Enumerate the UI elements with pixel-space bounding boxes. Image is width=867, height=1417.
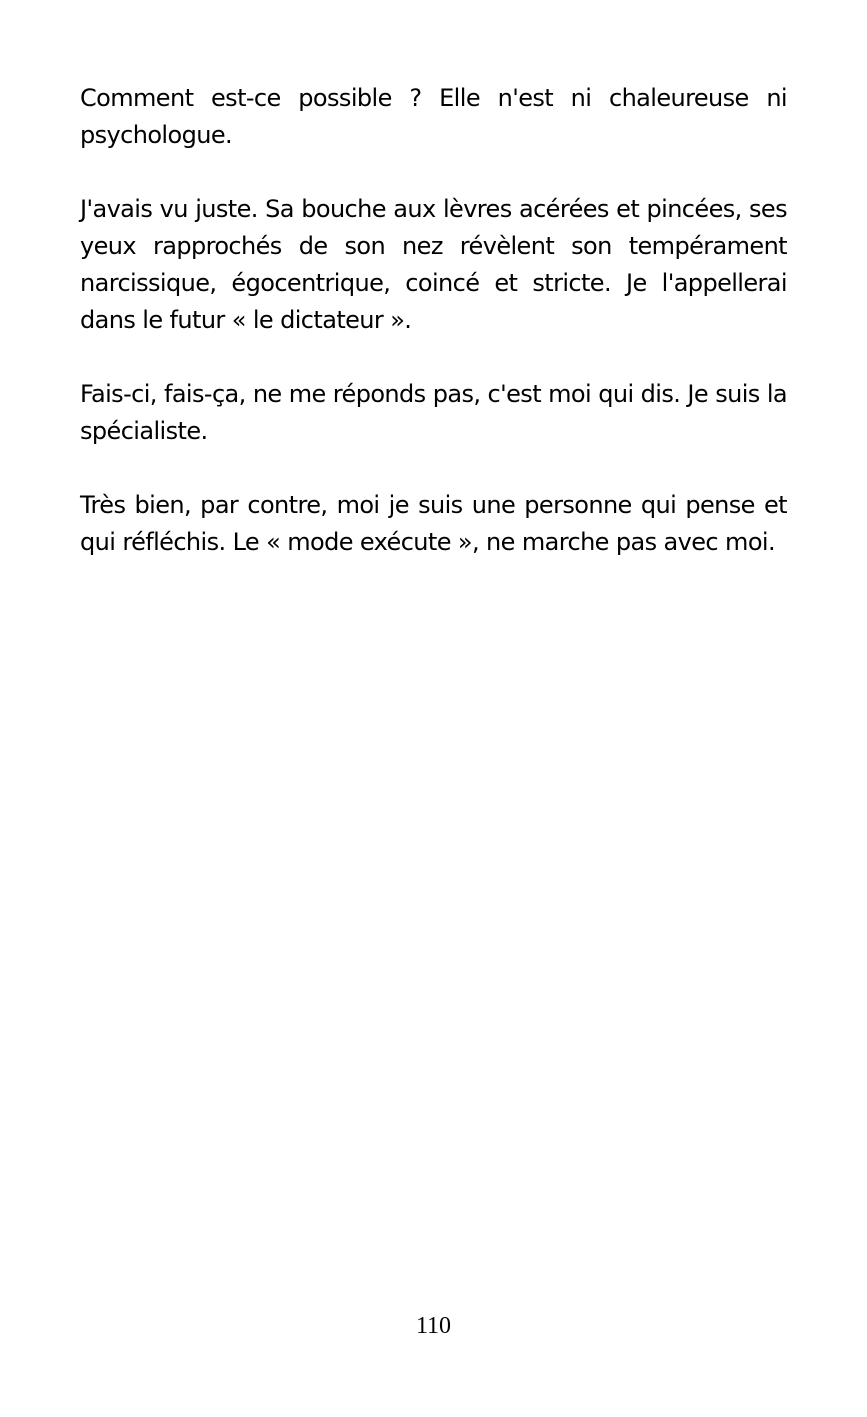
paragraph-1: Comment est-ce possible ? Elle n'est ni chaleureuse ni psychologue. [80, 84, 787, 149]
paragraph-3: Fais-ci, fais-ça, ne me réponds pas, c'est moi qui dis. Je suis la spécialiste. [80, 380, 787, 445]
page-number: 110 [415, 1313, 452, 1339]
page-body [80, 80, 787, 598]
paragraph-2: J'avais vu juste. Sa bouche aux lèvres acérées et pincées, ses yeux rapprochés de son nez révèlent son tempérament narcissique, égocentrique, coincé et stricte. Je l'appellerai dans le futur « le dictateur ». [80, 195, 787, 334]
paragraph-4: Très bien, par contre, moi je suis une personne qui pense et qui réfléchis. Le « mode exécute », ne marche pas avec moi. [80, 491, 787, 556]
